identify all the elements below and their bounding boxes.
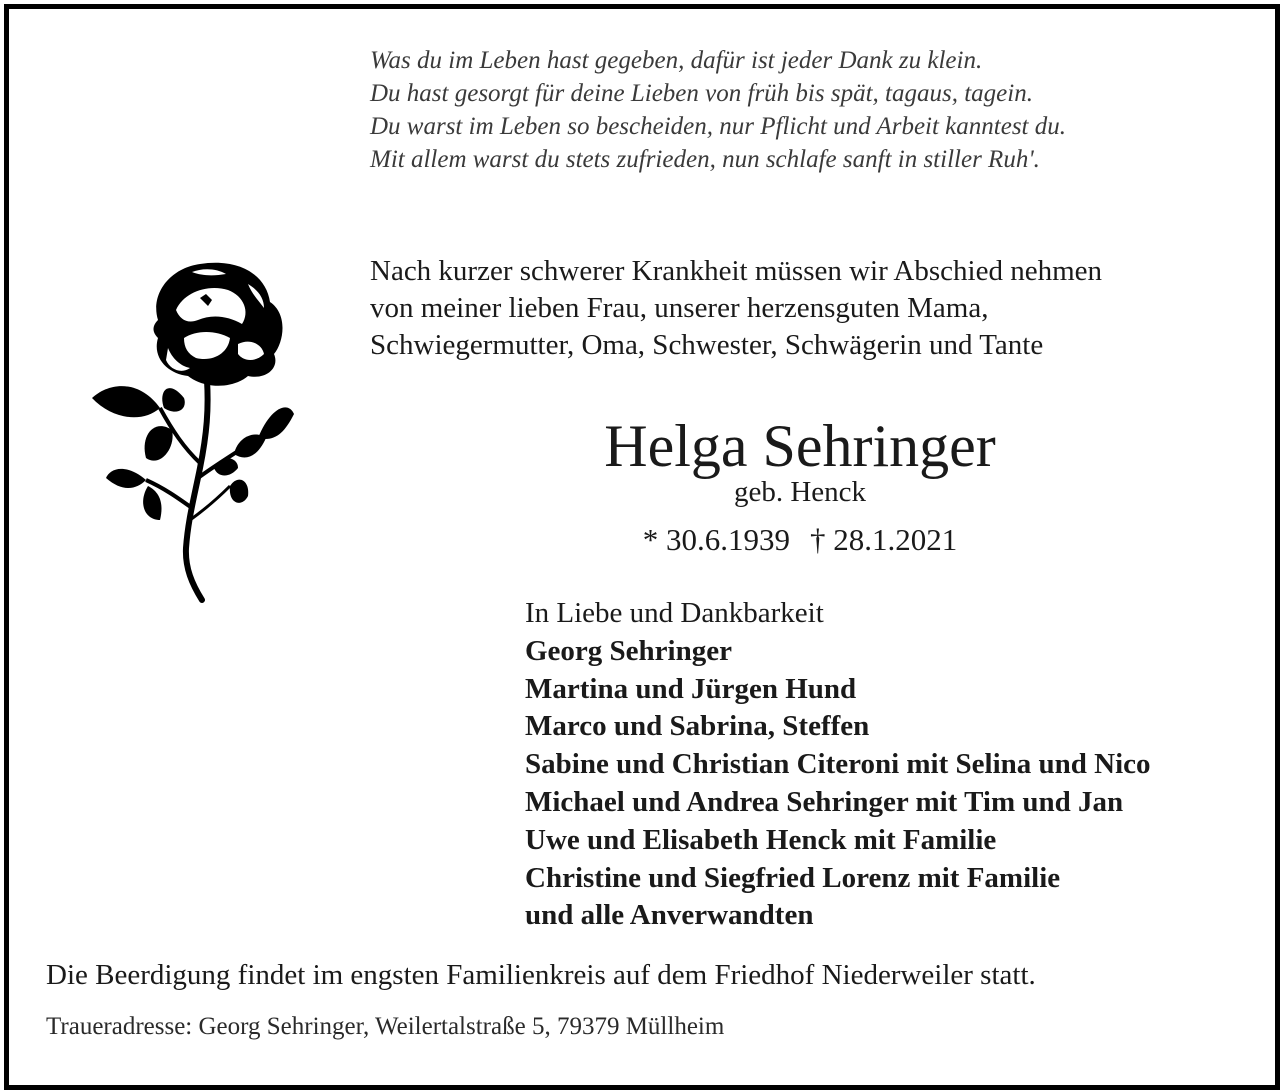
- announcement-line: von meiner lieben Frau, unserer herzensguten Mama,: [370, 292, 989, 324]
- poem: [370, 44, 1066, 176]
- mourner-name: Uwe und Elisabeth Henck mit Familie: [525, 823, 997, 856]
- mourner-name: und alle Anverwandten: [525, 899, 814, 932]
- mourners-list: [525, 595, 1151, 935]
- funeral-note: Die Beerdigung findet im engsten Familienkreis auf dem Friedhof Niederweiler statt.: [46, 959, 1036, 991]
- poem-line: Was du im Leben hast gegeben, dafür ist jeder Dank zu klein.: [370, 47, 983, 74]
- announcement-line: Nach kurzer schwerer Krankheit müssen wir Abschied nehmen: [370, 255, 1102, 287]
- deceased-name: Helga Sehringer: [604, 413, 996, 479]
- announcement: [370, 253, 1102, 364]
- mourner-name: Michael und Andrea Sehringer mit Tim und Jan: [525, 785, 1124, 818]
- mourner-name: Sabine und Christian Citeroni mit Selina und Nico: [525, 748, 1151, 781]
- poem-line: Du warst im Leben so bescheiden, nur Pflicht und Arbeit kanntest du.: [370, 113, 1066, 140]
- poem-line: Mit allem warst du stets zufrieden, nun schlafe sanft in stiller Ruh'.: [370, 146, 1040, 173]
- life-dates: [560, 521, 1040, 559]
- mourner-name: Christine und Siegfried Lorenz mit Familie: [525, 861, 1061, 894]
- death-date: † 28.1.2021: [810, 522, 958, 557]
- mourning-address: Traueradresse: Georg Sehringer, Weilertalstraße 5, 79379 Müllheim: [46, 1013, 725, 1040]
- mourner-name: Martina und Jürgen Hund: [525, 672, 857, 705]
- mourner-name: Georg Sehringer: [525, 634, 732, 667]
- maiden-name: geb. Henck: [733, 476, 867, 508]
- poem-line: Du hast gesorgt für deine Lieben von früh bis spät, tagaus, tagein.: [370, 80, 1033, 107]
- announcement-line: Schwiegermutter, Oma, Schwester, Schwägerin und Tante: [370, 329, 1044, 361]
- rose-icon: [88, 258, 298, 608]
- mourners-lead: In Liebe und Dankbarkeit: [525, 597, 824, 629]
- birth-date: * 30.6.1939: [642, 522, 790, 557]
- mourner-name: Marco und Sabrina, Steffen: [525, 710, 870, 743]
